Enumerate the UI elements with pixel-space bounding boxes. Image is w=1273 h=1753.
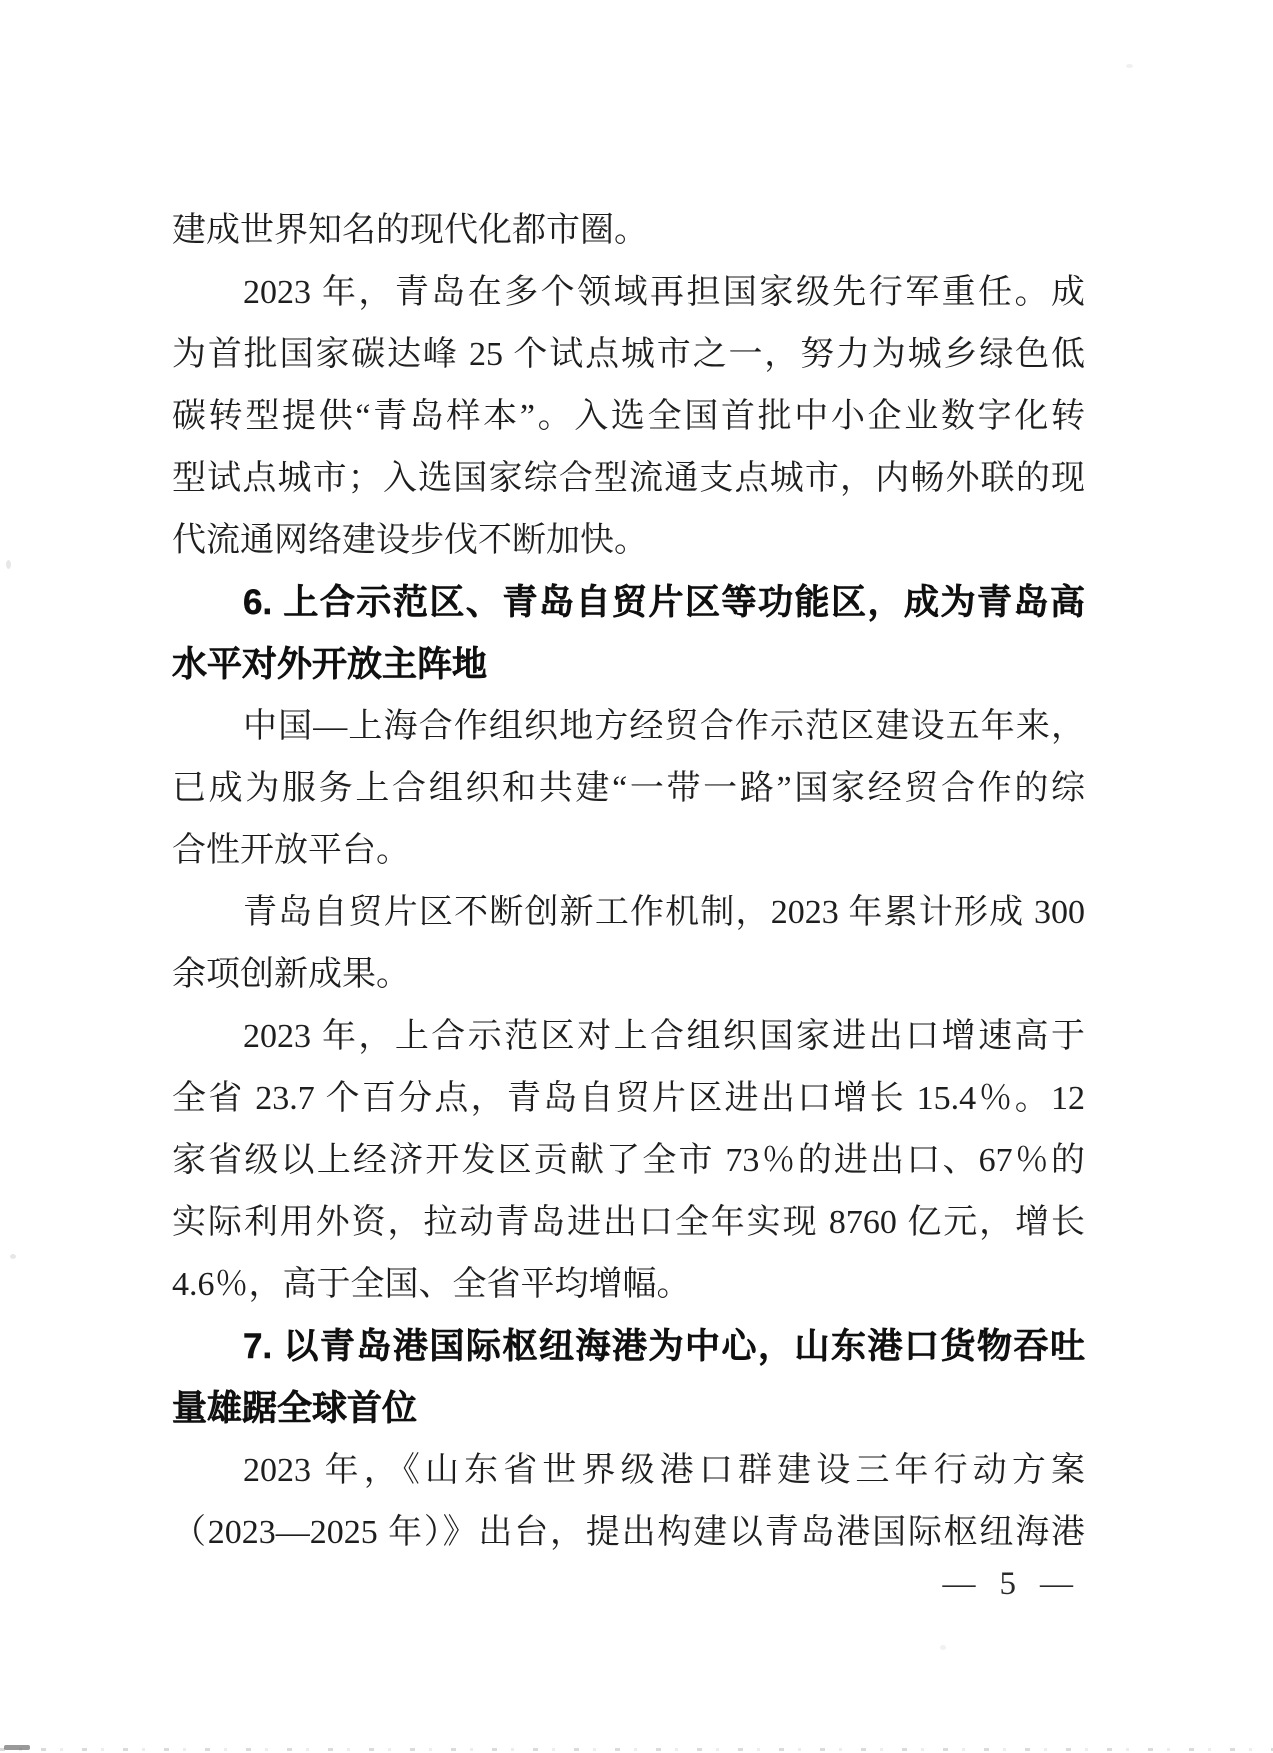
body-text-line: 家省级以上经济开发区贡献了全市 73％的进出口、67％的 bbox=[172, 1142, 1085, 1179]
scan-speck bbox=[6, 560, 11, 569]
body-text-line: 代流通网络建设步伐不断加快。 bbox=[172, 522, 648, 559]
scan-speck bbox=[940, 1645, 946, 1650]
page-number: 5 bbox=[999, 1566, 1016, 1602]
scan-artifact-bottom-edge bbox=[0, 1748, 1273, 1751]
body-text-line: 已成为服务上合组织和共建“一带一路”国家经贸合作的综 bbox=[172, 770, 1085, 807]
document-text-block bbox=[172, 200, 1085, 1564]
section-heading-line: 7. 以青岛港国际枢纽海港为中心，山东港口货物吞吐 bbox=[243, 1327, 1085, 1366]
section-heading-line: 6. 上合示范区、青岛自贸片区等功能区，成为青岛高 bbox=[243, 583, 1085, 622]
body-text-line: 碳转型提供“青岛样本”。入选全国首批中小企业数字化转 bbox=[172, 398, 1085, 435]
body-text-line: （2023—2025 年）》出台，提出构建以青岛港国际枢纽海港 bbox=[172, 1514, 1085, 1551]
section-heading-line: 水平对外开放主阵地 bbox=[172, 645, 488, 684]
scan-artifact-bottom-left-mark bbox=[4, 1745, 30, 1750]
body-text-line: 4.6％，高于全国、全省平均增幅。 bbox=[172, 1266, 691, 1303]
body-text-line: 合性开放平台。 bbox=[172, 832, 410, 869]
page-footer bbox=[943, 1566, 1074, 1602]
footer-left-dash: — bbox=[942, 1566, 976, 1602]
body-text-line: 2023 年，《山东省世界级港口群建设三年行动方案 bbox=[243, 1452, 1085, 1489]
body-text-line: 实际利用外资，拉动青岛进出口全年实现 8760 亿元，增长 bbox=[172, 1204, 1085, 1241]
scan-speck bbox=[10, 1254, 16, 1259]
section-heading-line: 量雄踞全球首位 bbox=[172, 1389, 418, 1428]
body-text-line: 余项创新成果。 bbox=[172, 956, 410, 993]
body-text-line: 中国—上海合作组织地方经贸合作示范区建设五年来， bbox=[243, 708, 1085, 745]
body-text-line: 为首批国家碳达峰 25 个试点城市之一，努力为城乡绿色低 bbox=[172, 336, 1085, 373]
body-text-line: 全省 23.7 个百分点，青岛自贸片区进出口增长 15.4％。12 bbox=[172, 1080, 1085, 1117]
scan-speck bbox=[1126, 64, 1133, 68]
footer-right-dash: — bbox=[1040, 1566, 1073, 1602]
body-text-line: 青岛自贸片区不断创新工作机制，2023 年累计形成 300 bbox=[243, 894, 1085, 931]
body-text-line: 型试点城市；入选国家综合型流通支点城市，内畅外联的现 bbox=[172, 460, 1085, 497]
body-text-line: 2023 年，青岛在多个领域再担国家级先行军重任。成 bbox=[243, 274, 1085, 311]
body-text-line: 建成世界知名的现代化都市圈。 bbox=[172, 212, 648, 249]
body-text-line: 2023 年，上合示范区对上合组织国家进出口增速高于 bbox=[243, 1018, 1085, 1055]
